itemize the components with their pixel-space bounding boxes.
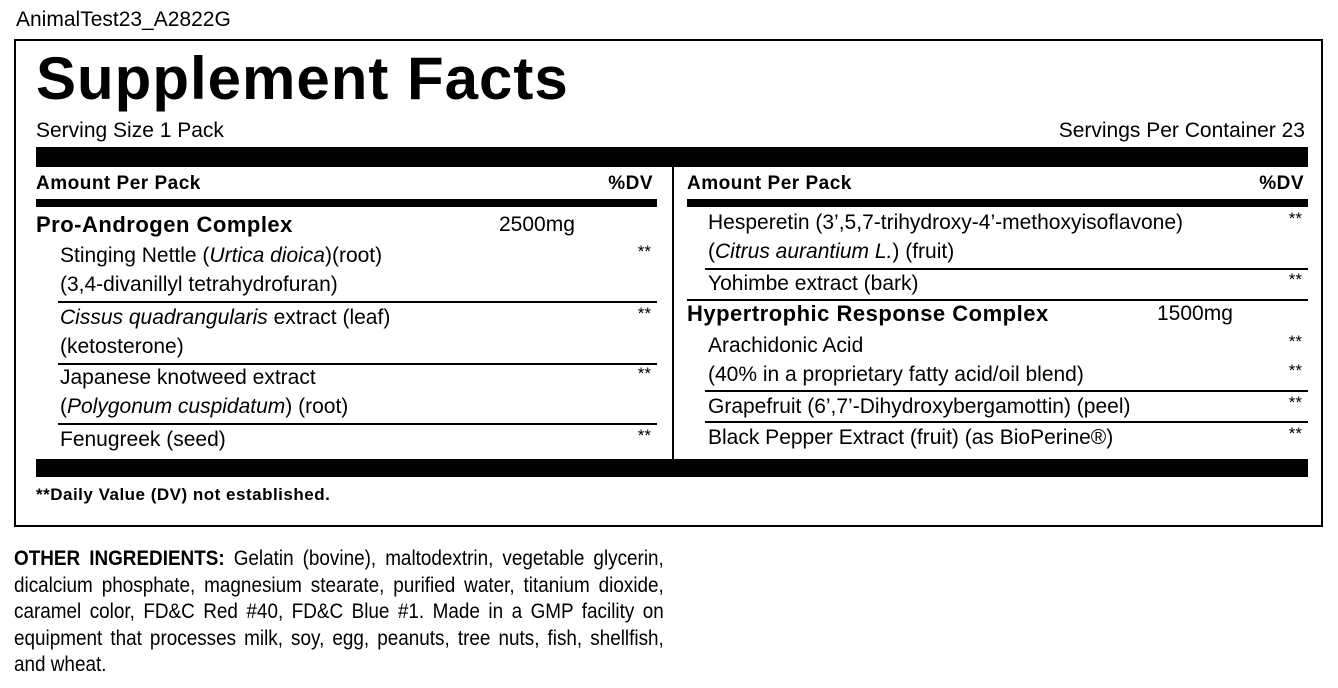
dv-value: ** xyxy=(637,242,651,261)
dv-value: ** xyxy=(1288,332,1302,351)
other-ingredients xyxy=(14,546,664,679)
serving-size: Serving Size 1 Pack xyxy=(36,119,224,142)
left-header-rule xyxy=(36,199,657,207)
dv-value: ** xyxy=(1288,270,1302,289)
left-header-dv: %DV xyxy=(608,173,653,194)
dv-value: ** xyxy=(1288,361,1302,380)
ingredient-compound: (40% in a proprietary fatty acid/oil blend) xyxy=(708,363,1084,386)
supplement-facts-panel xyxy=(14,39,1323,527)
servings-per-container: Servings Per Container 23 xyxy=(1058,119,1305,142)
ingredient-latin-name: Polygonum cuspidatum xyxy=(67,395,286,418)
ingredient-part: ) (fruit) xyxy=(892,240,955,263)
dv-value: ** xyxy=(1288,209,1302,228)
ingredient-name: Grapefruit (6’,7’-Dihydroxybergamottin) (peel) xyxy=(708,395,1131,418)
ingredient-compound: (ketosterone) xyxy=(60,335,184,358)
group-name: Hypertrophic Response Complex xyxy=(687,301,1049,326)
right-header-dv: %DV xyxy=(1259,173,1304,194)
dv-value: ** xyxy=(637,426,651,445)
hypertrophic-response-complex-row xyxy=(687,300,1308,328)
dv-value: ** xyxy=(637,304,651,323)
ingredient-part: ) (root) xyxy=(285,395,349,418)
left-column xyxy=(36,167,657,451)
left-header xyxy=(36,167,657,199)
left-header-amount: Amount Per Pack xyxy=(36,173,201,194)
bottom-thick-bar xyxy=(36,459,1308,477)
right-header-rule xyxy=(687,199,1308,207)
file-id: AnimalTest23_A2822G xyxy=(16,8,231,31)
group-name: Pro-Androgen Complex xyxy=(36,212,293,237)
other-ingredients-text: Gelatin (bovine), maltodextrin, vegetable glycerin, dicalcium phosphate, magnesium stearate, purified water, titanium dioxide, caramel color, FD&C Red #40, FD&C Blue #1. Made in a GMP facility on equipment that processes milk, soy, egg, peanuts, tree nuts, fish, shellfish, and wheat. xyxy=(14,547,664,676)
top-thick-bar xyxy=(36,147,1308,167)
ingredient-name: Fenugreek (seed) xyxy=(60,428,226,451)
ingredient-name: Arachidonic Acid xyxy=(708,334,864,357)
right-header-amount: Amount Per Pack xyxy=(687,173,852,194)
paren-open: ( xyxy=(708,240,715,263)
pro-androgen-complex-row xyxy=(36,211,657,239)
ingredient-part: extract (leaf) xyxy=(267,306,391,329)
panel-title: Supplement Facts xyxy=(36,45,569,112)
ingredient-name: Yohimbe extract (bark) xyxy=(708,272,919,295)
column-divider xyxy=(672,167,674,459)
other-ingredients-label: OTHER INGREDIENTS: xyxy=(14,547,225,570)
dv-value: ** xyxy=(1288,424,1302,443)
daily-value-footnote: **Daily Value (DV) not established. xyxy=(36,485,331,504)
ingredient-name: Stinging Nettle ( xyxy=(60,244,210,267)
ingredient-latin-name: Urtica dioica xyxy=(209,244,325,267)
ingredient-name: Black Pepper Extract (fruit) (as BioPerine®) xyxy=(708,426,1114,449)
ingredient-latin-name: Cissus quadrangularis xyxy=(60,306,268,329)
dv-value: ** xyxy=(637,364,651,383)
ingredient-part: )(root) xyxy=(324,244,383,267)
dv-value: ** xyxy=(1288,393,1302,412)
paren-open: ( xyxy=(60,395,67,418)
right-column xyxy=(687,167,1308,449)
ingredient-name: Hesperetin (3’,5,7-trihydroxy-4’-methoxyisoflavone) xyxy=(708,211,1184,234)
group-amount: 1500mg xyxy=(1157,302,1233,325)
ingredient-compound: (3,4-divanillyl tetrahydrofuran) xyxy=(60,273,338,296)
group-amount: 2500mg xyxy=(499,213,575,236)
ingredient-latin-name: Citrus aurantium L. xyxy=(715,240,893,263)
ingredient-name: Japanese knotweed extract xyxy=(60,366,316,389)
right-header xyxy=(687,167,1308,199)
